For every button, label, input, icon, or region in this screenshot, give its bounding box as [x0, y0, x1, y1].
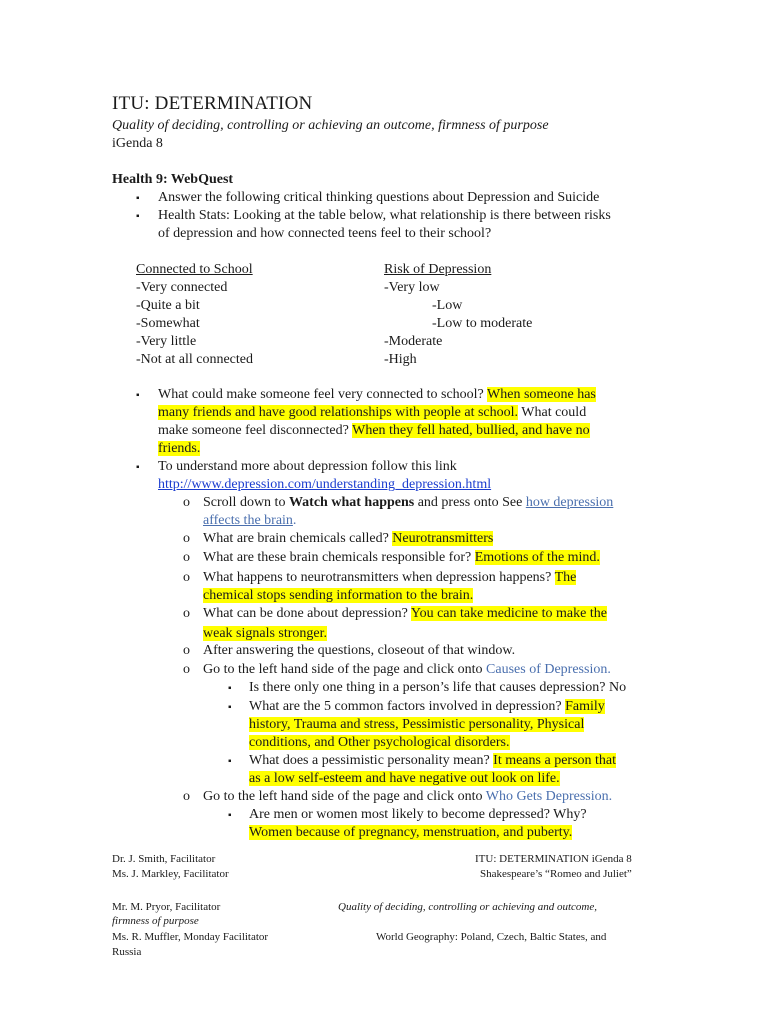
table-header-connected: Connected to School: [136, 262, 253, 277]
sub-sub-item: Women because of pregnancy, menstruation, and puberty.: [249, 825, 573, 840]
circle-bullet-icon: o: [183, 606, 190, 621]
causes-link[interactable]: Causes of Depression.: [486, 662, 611, 677]
table-header-risk: Risk of Depression: [384, 262, 492, 277]
page-title: ITU: DETERMINATION: [112, 93, 313, 114]
square-bullet-icon: ▪: [136, 390, 140, 401]
circle-bullet-icon: o: [183, 662, 190, 677]
footer-definition: firmness of purpose: [112, 915, 199, 927]
table-cell: -Very little: [136, 334, 197, 349]
sub-item: weak signals stronger.: [203, 626, 328, 641]
sub-sub-item: history, Trauma and stress, Pessimistic personality, Physical: [249, 717, 585, 732]
page-subtitle: Quality of deciding, controlling or achieving an outcome, firmness of purpose: [112, 118, 549, 133]
square-bullet-icon: ▪: [228, 702, 232, 713]
table-cell: -Quite a bit: [136, 298, 200, 313]
brain-link[interactable]: affects the brain: [203, 513, 293, 528]
agenda-label: iGenda 8: [112, 136, 163, 151]
table-cell: -Moderate: [384, 334, 443, 349]
table-cell: -Somewhat: [136, 316, 200, 331]
answer-text: friends.: [158, 441, 201, 456]
sub-sub-item: Is there only one thing in a person’s life that causes depression? No: [249, 680, 627, 695]
footer-unit: Russia: [112, 946, 142, 958]
sub-item: Go to the left hand side of the page and click onto Who Gets Depression.: [203, 789, 613, 804]
bullet-text: Health Stats: Looking at the table below, what relationship is there between risks: [158, 208, 611, 223]
table-cell: -Not at all connected: [136, 352, 254, 367]
depression-link[interactable]: http://www.depression.com/understanding_depression.html: [158, 477, 492, 492]
circle-bullet-icon: o: [183, 495, 190, 510]
table-cell: -High: [384, 352, 417, 367]
sub-sub-item: What does a pessimistic personality mean? It means a person that: [249, 753, 617, 768]
sub-sub-item: What are the 5 common factors involved in depression? Family: [249, 699, 605, 714]
sub-sub-item: as a low self-esteem and have negative out look on life.: [249, 771, 560, 786]
question-text: What could make someone feel very connected to school? When someone has: [158, 387, 596, 402]
circle-bullet-icon: o: [183, 531, 190, 546]
square-bullet-icon: ▪: [136, 462, 140, 473]
sub-item: What are these brain chemicals responsible for? Emotions of the mind.: [203, 550, 600, 565]
sub-item: Scroll down to Watch what happens and press onto See how depression: [203, 495, 614, 510]
footer-unit: Shakespeare’s “Romeo and Juliet”: [480, 868, 632, 880]
sub-item: What are brain chemicals called? Neurotransmitters: [203, 531, 494, 546]
sub-item: chemical stops sending information to the brain.: [203, 588, 474, 603]
footer-facilitator: Mr. M. Pryor, Facilitator: [112, 901, 221, 913]
footer-definition: Quality of deciding, controlling or achieving and outcome,: [338, 901, 597, 913]
question-text: make someone feel disconnected? When they fell hated, bullied, and have no: [158, 423, 590, 438]
circle-bullet-icon: o: [183, 570, 190, 585]
bullet-text: To understand more about depression follow this link: [158, 459, 457, 474]
section-heading: Health 9: WebQuest: [112, 172, 234, 187]
question-text: many friends and have good relationships with people at school. What could: [158, 405, 587, 420]
brain-link[interactable]: how depression: [525, 495, 614, 510]
footer-unit: World Geography: Poland, Czech, Baltic States, and: [376, 931, 607, 943]
sub-item: After answering the questions, closeout of that window.: [203, 643, 516, 658]
square-bullet-icon: ▪: [228, 683, 232, 694]
square-bullet-icon: ▪: [136, 193, 140, 204]
sub-sub-item: conditions, and Other psychological disorders.: [249, 735, 510, 750]
sub-sub-item: Are men or women most likely to become depressed? Why?: [249, 807, 587, 822]
circle-bullet-icon: o: [183, 550, 190, 565]
sub-item: affects the brain.: [203, 513, 297, 528]
square-bullet-icon: ▪: [228, 756, 232, 767]
square-bullet-icon: ▪: [228, 810, 232, 821]
circle-bullet-icon: o: [183, 789, 190, 804]
table-cell: -Low: [432, 298, 463, 313]
footer-facilitator: Ms. R. Muffler, Monday Facilitator: [112, 931, 269, 943]
bullet-text: of depression and how connected teens feel to their school?: [158, 226, 492, 241]
sub-item: Go to the left hand side of the page and click onto Causes of Depression.: [203, 662, 611, 677]
who-gets-link[interactable]: Who Gets Depression.: [485, 789, 613, 804]
sub-item: What happens to neurotransmitters when depression happens? The: [203, 570, 577, 585]
circle-bullet-icon: o: [183, 643, 190, 658]
square-bullet-icon: ▪: [136, 211, 140, 222]
table-cell: -Very low: [384, 280, 440, 295]
footer-facilitator: Dr. J. Smith, Facilitator: [112, 853, 216, 865]
sub-item: What can be done about depression? You can take medicine to make the: [203, 606, 607, 621]
table-cell: -Very connected: [136, 280, 228, 295]
table-cell: -Low to moderate: [432, 316, 533, 331]
footer-unit: ITU: DETERMINATION iGenda 8: [475, 853, 632, 865]
bullet-text: Answer the following critical thinking questions about Depression and Suicide: [158, 190, 600, 205]
footer-facilitator: Ms. J. Markley, Facilitator: [112, 868, 229, 880]
